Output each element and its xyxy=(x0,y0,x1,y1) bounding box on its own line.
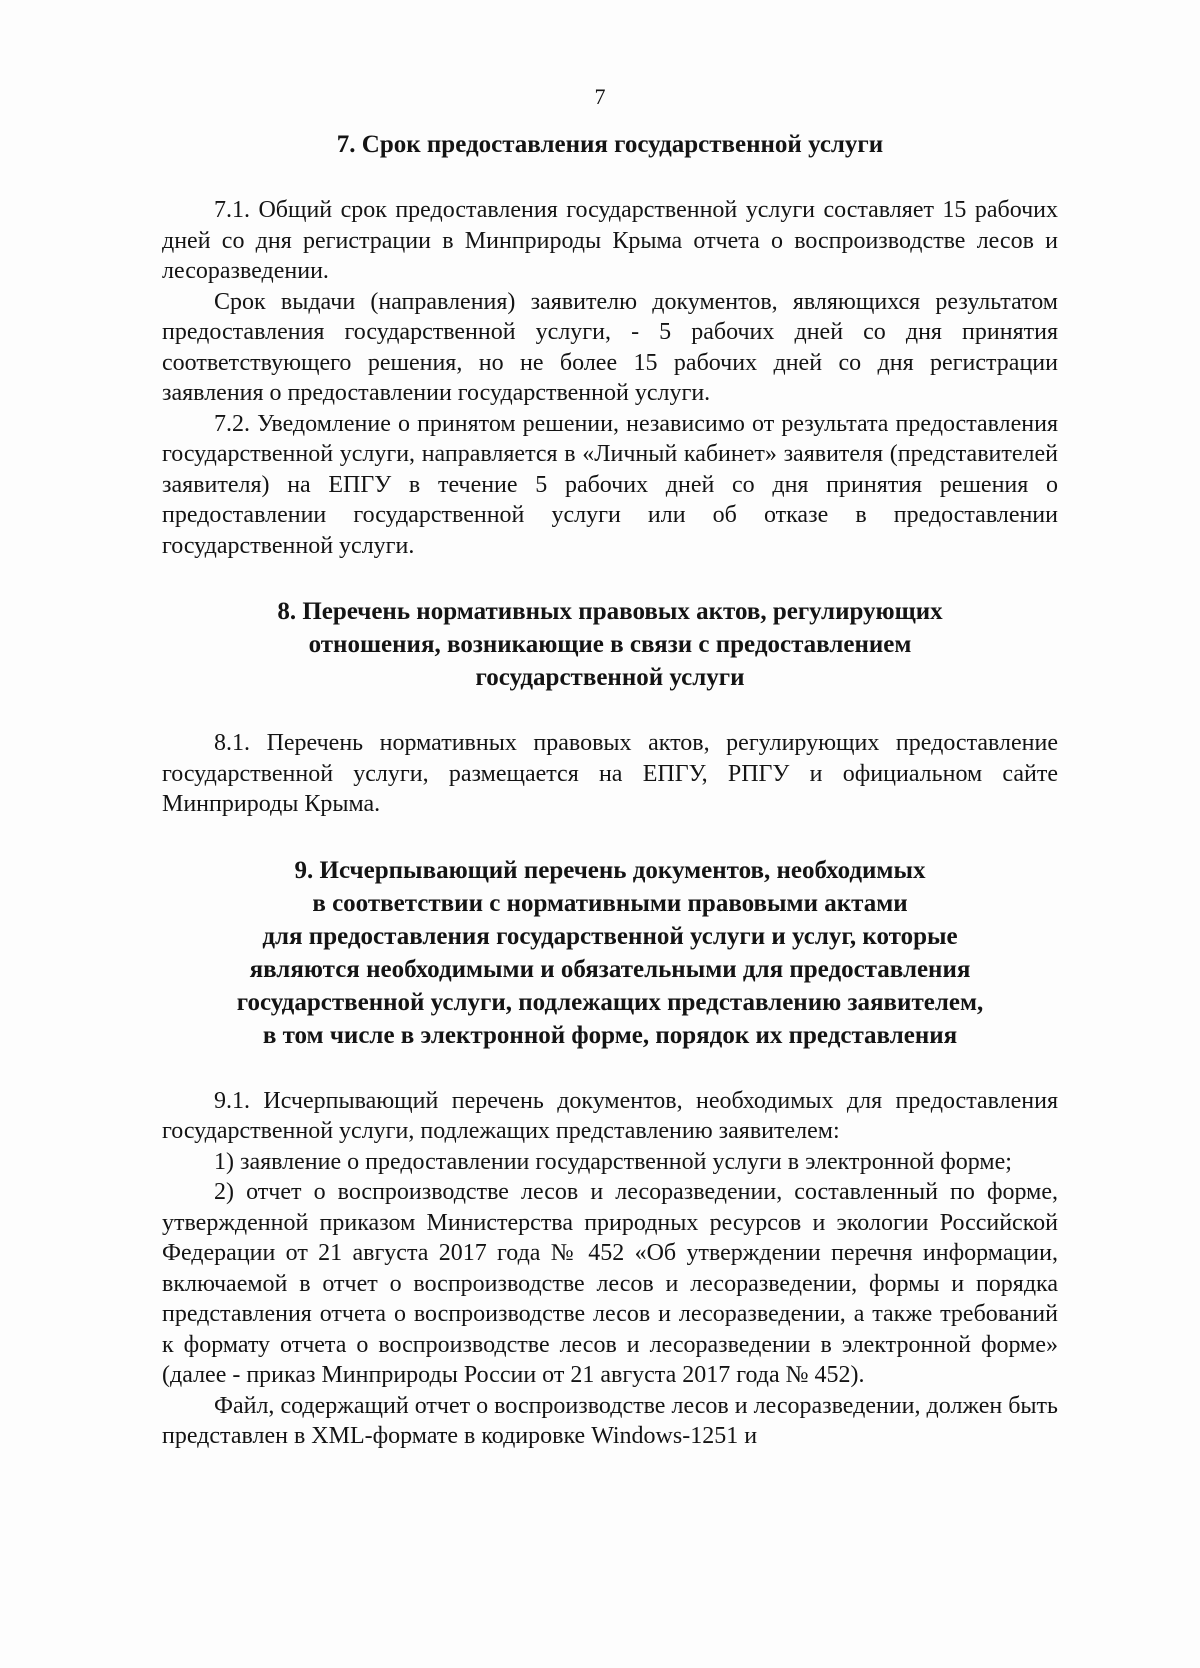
paragraph-8-1: 8.1. Перечень нормативных правовых актов, регулирующих предоставление государственной услуги, размещается на ЕПГУ, РПГУ и официальном сайте Минприроды Крыма. xyxy=(162,730,1058,817)
heading-line: отношения, возникающие в связи с предоставлением xyxy=(308,631,912,658)
heading-line: 8. Перечень нормативных правовых актов, регулирующих xyxy=(277,598,943,625)
heading-line: государственной услуги, подлежащих представлению заявителем, xyxy=(236,988,984,1016)
paragraph-9-1: 9.1. Исчерпывающий перечень документов, необходимых для предоставления государственной услуги, подлежащих представлению заявителем: xyxy=(162,1087,1058,1144)
document-body xyxy=(162,128,1058,1452)
section-7-heading xyxy=(162,128,1058,161)
list-item-1: 1) заявление о предоставлении государственной услуги в электронной форме; xyxy=(214,1148,1012,1175)
list-item-2: 2) отчет о воспроизводстве лесов и лесоразведении, составленный по форме, утвержденной приказом Министерства природных ресурсов и экологии Российской Федерации от 21 августа 2017 года № 452 «Об утверждении перечня информации, включаемой в отчет о воспроизводстве лесов и лесоразведении, формы и порядка представления отчета о воспроизводстве лесов и лесоразведении, а также требований к формату отчета о воспроизводстве лесов и лесоразведении в электронной форме» (далее - приказ Минприроды России от 21 августа 2017 года № 452). xyxy=(162,1179,1058,1388)
section-9-heading xyxy=(162,854,1058,1052)
heading-line: 7. Срок предоставления государственной услуги xyxy=(336,131,884,158)
heading-line: для предоставления государственной услуги и услуг, которые xyxy=(262,922,958,950)
page-number: 7 xyxy=(594,84,606,109)
paragraph-7-2: 7.2. Уведомление о принятом решении, независимо от результата предоставления государственной услуги, направляется в «Личный кабинет» заявителя (представителей заявителя) на ЕПГУ в течение 5 рабочих дней со дня принятия решения о предоставлении государственной услуги или об отказе в предоставлении государственной услуги. xyxy=(162,410,1058,559)
section-7 xyxy=(162,128,1058,561)
paragraph-file-format: Файл, содержащий отчет о воспроизводстве лесов и лесоразведении, должен быть представлен в XML-формате в кодировке Windows-1251 и xyxy=(162,1392,1058,1449)
heading-line: государственной услуги xyxy=(475,664,745,691)
heading-line: 9. Исчерпывающий перечень документов, необходимых xyxy=(294,856,926,884)
paragraph-7-1-term: Срок выдачи (направления) заявителю документов, являющихся результатом предоставления государственной услуги, - 5 рабочих дней со дня принятия соответствующего решения, но не более 15 рабочих дней со дня регистрации заявления о предоставлении государственной услуги. xyxy=(162,288,1058,406)
heading-line: являются необходимыми и обязательными для предоставления xyxy=(249,955,971,983)
paragraph-7-1: 7.1. Общий срок предоставления государственной услуги составляет 15 рабочих дней со дня регистрации в Минприроды Крыма отчета о воспроизводстве лесов и лесоразведении. xyxy=(162,197,1058,284)
heading-line: в соответствии с нормативными правовыми актами xyxy=(312,889,908,917)
section-8 xyxy=(162,595,1058,820)
heading-line: в том числе в электронной форме, порядок их представления xyxy=(262,1021,958,1049)
section-8-heading xyxy=(162,595,1058,694)
section-9 xyxy=(162,854,1058,1452)
